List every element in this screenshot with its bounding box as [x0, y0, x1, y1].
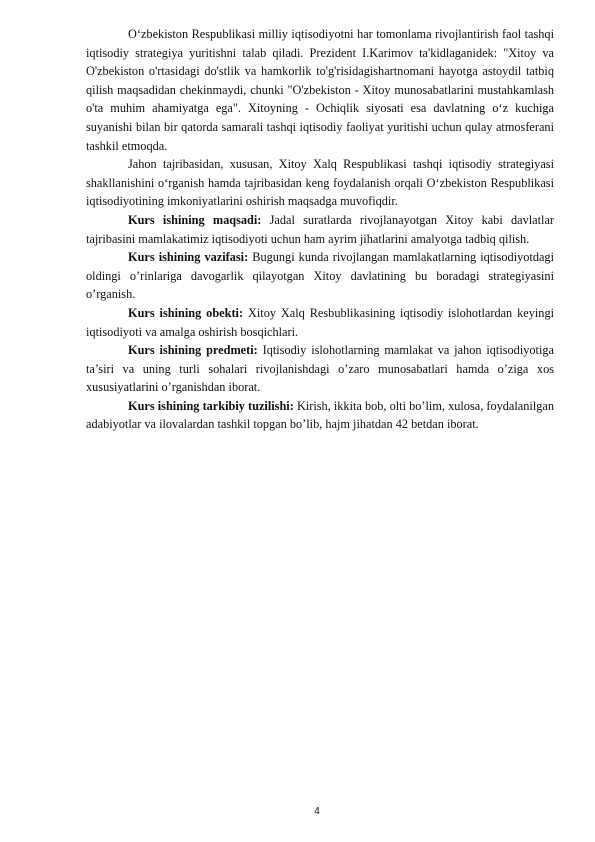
paragraph-lead: Kurs ishining predmeti:	[128, 343, 258, 358]
paragraph-intro	[86, 25, 554, 155]
paragraph-lead: Kurs ishining maqsadi:	[128, 212, 262, 227]
paragraph-lead: Kurs ishining vazifasi:	[128, 250, 249, 265]
paragraph-text: Kirish, ikkita bob, olti bo’lim, xulosa, foydalanilgan adabiyotlar va ilovalardan tashkil topgan bo’lib, hajm jihatdan 42 betdan iborat.	[86, 398, 554, 432]
paragraph-object	[86, 304, 554, 341]
paragraph-goal	[86, 211, 554, 248]
paragraph-task	[86, 248, 554, 304]
paragraph-lead: Kurs ishining tarkibiy tuzilishi:	[128, 398, 294, 413]
paragraph-lead: Kurs ishining obekti:	[128, 305, 244, 320]
paragraph-text: O‘zbekiston Respublikasi milliy iqtisodiyotni har tomonlama rivojlantirish faol tashqi iqtisodiy strategiya yuritishni talab qiladi. Prezident I.Karimov ta'kidlaganidek: "Xitoy va O'zbekiston o'rtasidagi do'stlik va hamkorlik to'g'risidagishartnomani hayotga astoydil tatbiq qilish maqsadidan chekinmaydi, chunki "O'zbekiston - Xitoy munosabatlarini mustahkamlash o'ta muhim ahamiyatga ega". Xitoyning - Ochiqlik siyosati esa davlatning o‘z kuchiga suyanishi bilan bir qatorda samarali tashqi iqtisodiy faoliyat yuritishi uchun qulay atmosferani tashkil etmoqda.	[86, 27, 554, 153]
paragraph-world-experience	[86, 155, 554, 211]
paragraph-text: Bugungi kunda rivojlangan mamlakatlarning iqtisodiyotdagi oldingi o’rinlariga davogarlik qilayotgan Xitoy davlatining bu boradagi strategiyasini o’rganish.	[86, 250, 554, 302]
paragraph-text: Jahon tajribasidan, xususan, Xitoy Xalq Respublikasi tashqi iqtisodiy strategiyasi shakllanishini o‘rganish hamda tajribasidan keng foydalanish orqali O‘zbekiston Respublikasi iqtisodiyotining imkoniyatlarini oshirish maqsadga muvofiqdir.	[86, 157, 554, 209]
page-number: 4	[314, 806, 320, 817]
paragraph-text: Iqtisodiy islohotlarning mamlakat va jahon iqtisodiyotiga ta’siri va uning turli sohalari rivojlanishdagi o’zaro munosabatlari hamda o’ziga xos xususiyatlarini o’rganishdan iborat.	[86, 343, 554, 395]
paragraph-subject	[86, 341, 554, 397]
paragraph-text: Jadal suratlarda rivojlanayotgan Xitoy kabi davlatlar tajribasini mamlakatimiz iqtisodiyoti uchun ham ayrim jihatlarini amalyotga tadbiq qilish.	[86, 212, 555, 246]
paragraph-text: Xitoy Xalq Resbublikasining iqtisodiy islohotlardan keyingi iqtisodiyoti va amalga oshirish bosqichlari.	[86, 305, 555, 339]
paragraph-structure	[86, 397, 554, 434]
document-body	[86, 25, 554, 434]
